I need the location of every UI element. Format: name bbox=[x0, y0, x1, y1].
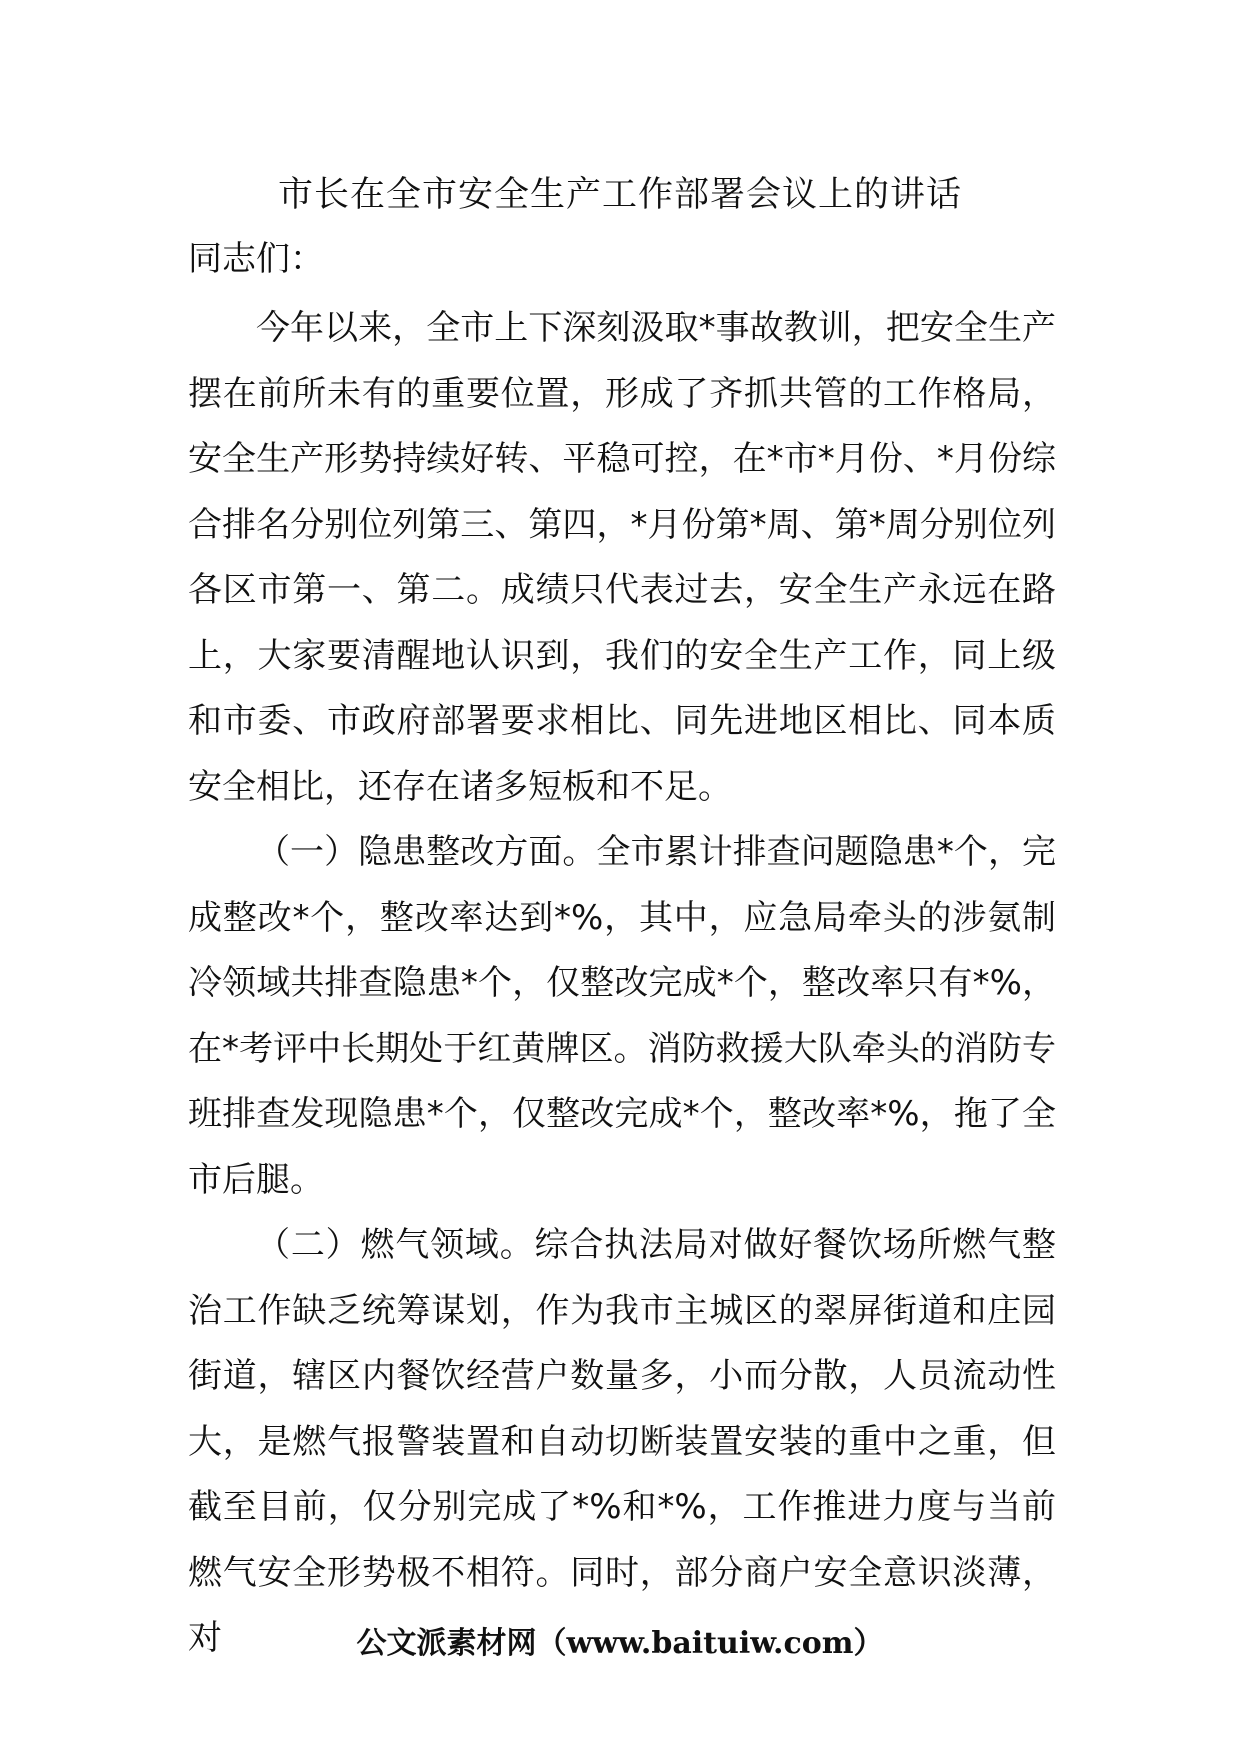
paragraph-intro: 今年以来，全市上下深刻汲取*事故教训，把安全生产摆在前所未有的重要位置，形成了齐抓共管的工作格局，安全生产形势持续好转、平稳可控，在*市*月份、*月份综合排名分别位列第三、第四，*月份第*周、第*周分别位列各区市第一、第二。成绩只代表过去，安全生产永远在路上，大家要清醒地认识到，我们的安全生产工作，同上级和市委、市政府部署要求相比、同先进地区相比、同本质安全相比，还存在诸多短板和不足。 bbox=[188, 308, 1056, 807]
document-title: 市长在全市安全生产工作部署会议上的讲话 bbox=[277, 175, 962, 215]
paragraph-gas-sector: （二）燃气领域。综合执法局对做好餐饮场所燃气整治工作缺乏统筹谋划，作为我市主城区的翠屏街道和庄园街道，辖区内餐饮经营户数量多，小而分散，人员流动性大，是燃气报警装置和自动切断装置安装的重中之重，但截至目前，仅分别完成了*%和*%，工作推进力度与当前燃气安全形势极不相符。同时，部分商户安全意识淡薄，对 bbox=[188, 1225, 1056, 1658]
paragraph-hazard-rectification: （一）隐患整改方面。全市累计排查问题隐患*个，完成整改*个，整改率达到*%，其中，应急局牵头的涉氨制冷领域共排查隐患*个，仅整改完成*个，整改率只有*%，在*考评中长期处于红黄牌区。消防救援大队牵头的消防专班排查发现隐患*个，仅整改完成*个，整改率*%，拖了全市后腿。 bbox=[188, 832, 1056, 1200]
salutation: 同志们： bbox=[188, 239, 324, 279]
watermark-footer: 公文派素材网（www.baituiw.com） bbox=[356, 1626, 884, 1661]
document-body bbox=[188, 296, 1056, 1672]
